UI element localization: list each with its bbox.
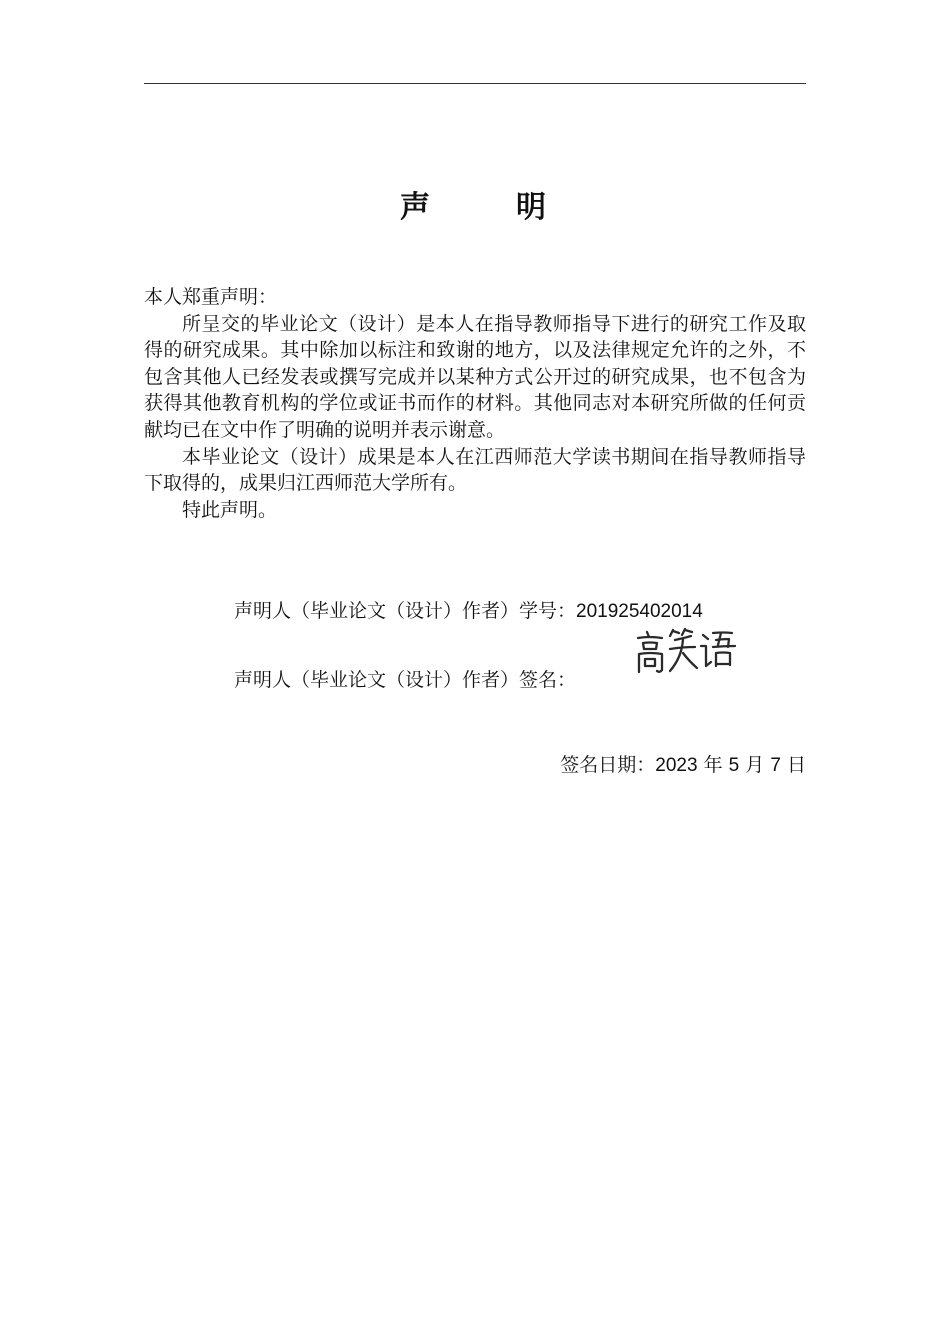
header-rule bbox=[144, 83, 806, 84]
signature-date bbox=[560, 750, 806, 777]
declaration-closing: 特此声明。 bbox=[182, 498, 278, 521]
declaration-paragraph-1: 所呈交的毕业论文（设计）是本人在指导教师指导下进行的研究工作及取得的研究成果。其中除加以标注和致谢的地方，以及法律规定允许的之外，不包含其他人已经发表或撰写完成并以某种方式公开过的研究成果，也不包含为获得其他教育机构的学位或证书而作的材料。其他同志对本研究所做的任何贡献均已在文中作了明确的说明并表示谢意。 bbox=[144, 312, 806, 441]
date-label: 签名日期： bbox=[560, 754, 656, 776]
title-char-1: 声 bbox=[400, 190, 434, 225]
date-day: 7 bbox=[770, 755, 781, 776]
declaration-opening: 本人郑重声明： bbox=[144, 286, 278, 308]
signature-label: 声明人（毕业论文（设计）作者）签名： bbox=[234, 669, 577, 691]
date-day-unit: 日 bbox=[786, 754, 806, 776]
date-year: 2023 bbox=[655, 755, 698, 776]
handwritten-signature bbox=[633, 624, 743, 678]
student-id-label: 声明人（毕业论文（设计）作者）学号： bbox=[234, 600, 577, 622]
declaration-paragraph-2: 本毕业论文（设计）成果是本人在江西师范大学读书期间在指导教师指导下取得的，成果归江西师范大学所有。 bbox=[144, 445, 806, 495]
date-month: 5 bbox=[728, 755, 740, 776]
title-char-2: 明 bbox=[516, 190, 550, 225]
date-year-unit: 年 bbox=[703, 754, 723, 776]
date-month-unit: 月 bbox=[745, 754, 765, 776]
declaration-body bbox=[144, 284, 806, 523]
student-id-line bbox=[234, 596, 703, 623]
student-id-value: 201925402014 bbox=[576, 601, 703, 622]
page-title bbox=[0, 182, 950, 226]
signature-line bbox=[234, 665, 576, 692]
